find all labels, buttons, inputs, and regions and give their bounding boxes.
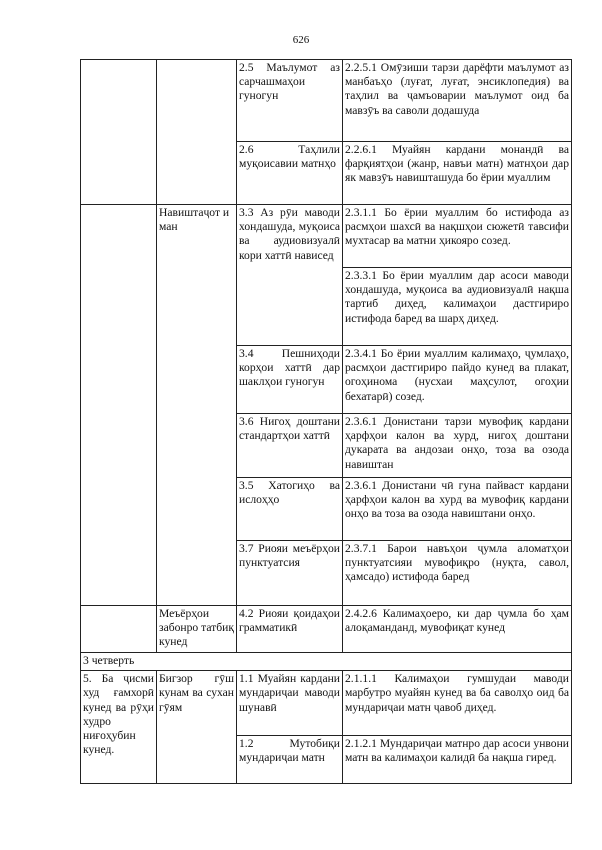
topic-cell: 3.4 Пешниҳоди корҳои хаттӣ дар шаклҳои гуногун bbox=[237, 346, 343, 414]
table-row bbox=[81, 606, 572, 653]
skill-group-cell: Бигзор гӯш кунам ва сухан гӯям bbox=[157, 671, 237, 784]
curriculum-table bbox=[80, 59, 572, 784]
quarter-goal-cell: 5. Ба ҷисми худ ғамхорӣ кунед ва рӯҳи худро ниғоҳубин кунед. bbox=[81, 671, 157, 784]
topic-cell: 2.5 Маълумот аз сарчашмаҳои гуногун bbox=[237, 60, 343, 142]
page-number: 626 bbox=[292, 34, 310, 46]
topic-cell: 4.2 Риояи қоидаҳои грамматикӣ bbox=[237, 606, 343, 653]
topic-cell: 3.5 Хатогиҳо ва ислоҳҳо bbox=[237, 478, 343, 541]
topic-cell: 3.7 Риояи меъёрҳои пунктуатсия bbox=[237, 541, 343, 606]
objective-cell: 2.1.2.1 Мундариҷаи матнро дар асоси унвони матн ва калимаҳои калидӣ ба нақша гиред. bbox=[343, 736, 572, 784]
objective-cell: 2.1.1.1 Калимаҳои гумшудаи маводи марбутро муайян кунед ва ба саволҳо оид ба мундариҷаи матн ҷавоб диҳед. bbox=[343, 671, 572, 736]
skill-group-cell: Навиштаҷот и ман bbox=[157, 205, 237, 606]
topic-cell: 1.1 Муайян кардани мундариҷаи маводи шунавӣ bbox=[237, 671, 343, 736]
objective-cell: 2.3.7.1 Барои навъҳои ҷумла аломатҳои пунктуатсияи мувофиқро (нуқта, савол, ҳамсадо) истифода баред bbox=[343, 541, 572, 606]
quarter-row bbox=[81, 653, 572, 671]
skill-group-cell bbox=[157, 60, 237, 205]
objective-cell: 2.2.6.1 Муайян кардани монандӣ ва фарқиятҳои (жанр, навъи матн) матнҳои дар як мавзӯъ навишташуда бо ёрии муаллим bbox=[343, 142, 572, 205]
quarter-goal-cell bbox=[81, 60, 157, 205]
topic-cell: 2.6 Таҳлили муқоисавии матнҳо bbox=[237, 142, 343, 205]
objective-cell: 2.3.1.1 Бо ёрии муаллим бо истифода аз расмҳои шахсӣ ва нақшҳои сюжетӣ тавсифи мухтасар ва матни ҳикояро созед. bbox=[343, 205, 572, 268]
objective-cell: 2.4.2.6 Калимаҳоеро, ки дар ҷумла бо ҳам алоқаманданд, мувофиқат кунед bbox=[343, 606, 572, 653]
table-row bbox=[81, 205, 572, 268]
table-row bbox=[81, 60, 572, 142]
objective-cell: 2.3.6.1 Донистани тарзи мувофиқ кардани ҳарфҳои калон ва хурд, нигоҳ доштани дукарата ва андозаи онҳо, тоза ва озода навиштан bbox=[343, 414, 572, 478]
skill-group-cell: Меъёрҳои забонро татбиқ кунед bbox=[157, 606, 237, 653]
objective-cell: 2.2.5.1 Омӯзиши тарзи дарёфти маълумот аз манбаъҳо (луғат, луғат, энсиклопедия) ва таҳлил ва ҷамъоварии маълумот оид ба мавзӯъ ва саволи додашуда bbox=[343, 60, 572, 142]
quarter-goal-cell bbox=[81, 205, 157, 606]
quarter-goal-cell bbox=[81, 606, 157, 653]
topic-cell: 1.2 Мутобиқи мундариҷаи матн bbox=[237, 736, 343, 784]
objective-cell: 2.3.6.1 Донистани чӣ гуна пайваст кардани ҳарфҳои калон ва хурд ва мувофиқ кардани онҳо ва тоза ва озода навиштани онҳо. bbox=[343, 478, 572, 541]
objective-cell: 2.3.4.1 Бо ёрии муаллим калимаҳо, ҷумлаҳо, расмҳои дастгириро пайдо кунед ва плакат, огоҳинома (нусхаи маҳсулот, огоҳии бехатарӣ) созед. bbox=[343, 346, 572, 414]
objective-cell: 2.3.3.1 Бо ёрии муаллим дар асоси маводи хондашуда, муқоиса ва аудиовизуалӣ нақша тартиб диҳед, калимаҳои дастгириро истифода баред ва шарҳ диҳед. bbox=[343, 268, 572, 346]
table-row bbox=[81, 671, 572, 736]
quarter-label: 3 четверть bbox=[81, 653, 572, 671]
topic-cell: 3.3 Аз рӯи маводи хондашуда, муқоиса ва аудиовизуалӣ кори хаттӣ нависед bbox=[237, 205, 343, 346]
topic-cell: 3.6 Нигоҳ доштани стандартҳои хаттӣ bbox=[237, 414, 343, 478]
